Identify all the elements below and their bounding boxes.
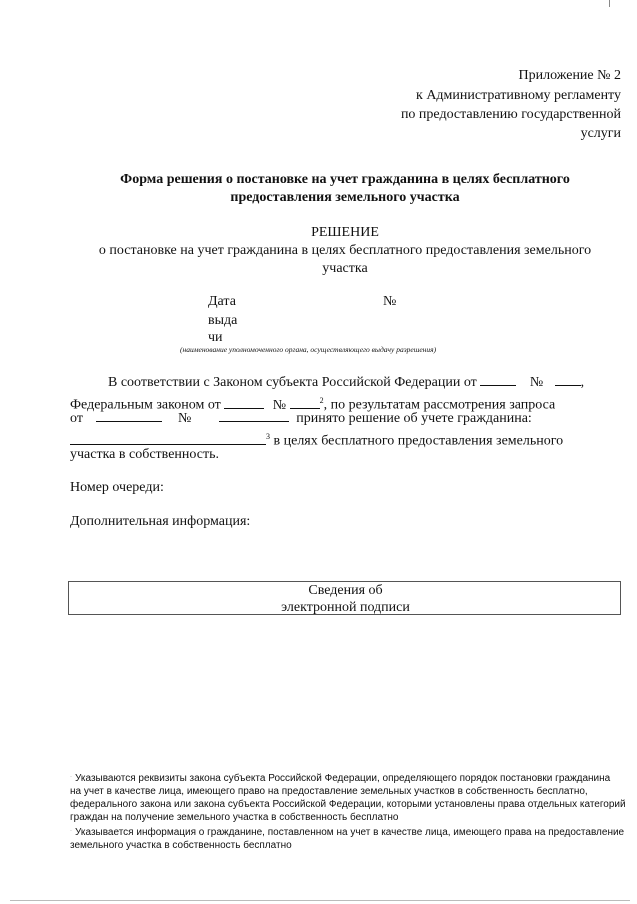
- federal-law-number-field[interactable]: [290, 396, 320, 409]
- issue-date-label-3: чи: [208, 330, 223, 345]
- appendix-regulation: к Административному регламенту: [416, 88, 621, 103]
- request-number-label: №: [177, 411, 192, 426]
- law-number-field[interactable]: [555, 373, 581, 386]
- form-title-line2: предоставления земельного участка: [230, 190, 460, 205]
- body-law-text: В соответствии с Законом субъекта Российской Федерации от: [108, 375, 477, 390]
- federal-law-number-label: №: [272, 397, 287, 413]
- signature-line2: электронной подписи: [281, 600, 410, 615]
- footnote-2-line4: граждан на получение земельного участка в собственность бесплатно: [70, 812, 399, 823]
- signature-line1: Сведения об: [308, 583, 383, 598]
- footnote-3-line2: земельного участка в собственность бесплатно: [70, 840, 292, 851]
- footnote-2-line2: на учет в качестве лица, имеющего право на предоставление земельных участков в собственность бесплатно,: [70, 786, 588, 797]
- purpose-text: в целях бесплатного предоставления земельного: [273, 433, 564, 449]
- footnote-3-mark: ·: [70, 828, 72, 834]
- form-title-line1: Форма решения о постановке на учет гражданина в целях бесплатного: [120, 172, 570, 187]
- queue-number-label: Номер очереди:: [70, 480, 164, 495]
- decision-subtitle-line1: о постановке на учет гражданина в целях бесплатного предоставления земельного: [98, 243, 592, 258]
- body-line-3: [70, 409, 532, 428]
- appendix-title: Приложение № 2: [518, 68, 621, 83]
- footnote-2-mark: ·: [70, 774, 72, 780]
- request-number-field[interactable]: [219, 409, 289, 422]
- scan-edge-mark: [609, 0, 610, 7]
- footnote-ref-3: 3: [266, 432, 270, 441]
- request-from-label: от: [70, 411, 83, 426]
- decision-subtitle-line2: участка: [322, 261, 368, 276]
- footnote-2-line3: федерального закона или закона субъекта Российской Федерации, которыми установлены права отдельных категорий: [70, 799, 626, 810]
- issue-date-label-2: выда: [208, 313, 238, 328]
- issue-number-label: №: [383, 294, 397, 309]
- authority-caption: (наименование уполномоченного органа, осуществляющего выдачу разрешения): [180, 345, 437, 354]
- decision-accepted-text: принято решение об учете гражданина:: [296, 411, 532, 426]
- body-line1-comma: ,: [580, 375, 585, 390]
- law-date-field[interactable]: [480, 373, 516, 386]
- citizen-info-field[interactable]: [70, 432, 266, 445]
- request-text: , по результатам рассмотрения запроса: [323, 397, 556, 413]
- decision-heading: РЕШЕНИЕ: [311, 225, 379, 240]
- footnote-3-line1: Указывается информация о гражданине, поставленном на учет в качестве лица, имеющего права на предоставление: [75, 827, 625, 838]
- appendix-provision: по предоставлению государственной: [400, 107, 621, 122]
- request-date-field[interactable]: [96, 409, 162, 422]
- additional-info-label: Дополнительная информация:: [70, 514, 251, 529]
- issue-date-label-1: Дата: [208, 294, 236, 309]
- electronic-signature-box: [68, 581, 621, 615]
- appendix-service: услуги: [580, 126, 621, 141]
- footnote-ref-2: 2: [319, 396, 324, 405]
- scan-bottom-edge: [10, 900, 630, 901]
- federal-law-text: Федеральным законом от: [70, 397, 221, 413]
- federal-law-date-field[interactable]: [224, 396, 264, 409]
- body-line-1: [108, 373, 584, 392]
- footnote-2-line1: Указываются реквизиты закона субъекта Российской Федерации, определяющего порядок постановки гражданина: [75, 773, 611, 784]
- body-line-5: участка в собственность.: [70, 447, 219, 462]
- law-number-label: №: [529, 375, 544, 390]
